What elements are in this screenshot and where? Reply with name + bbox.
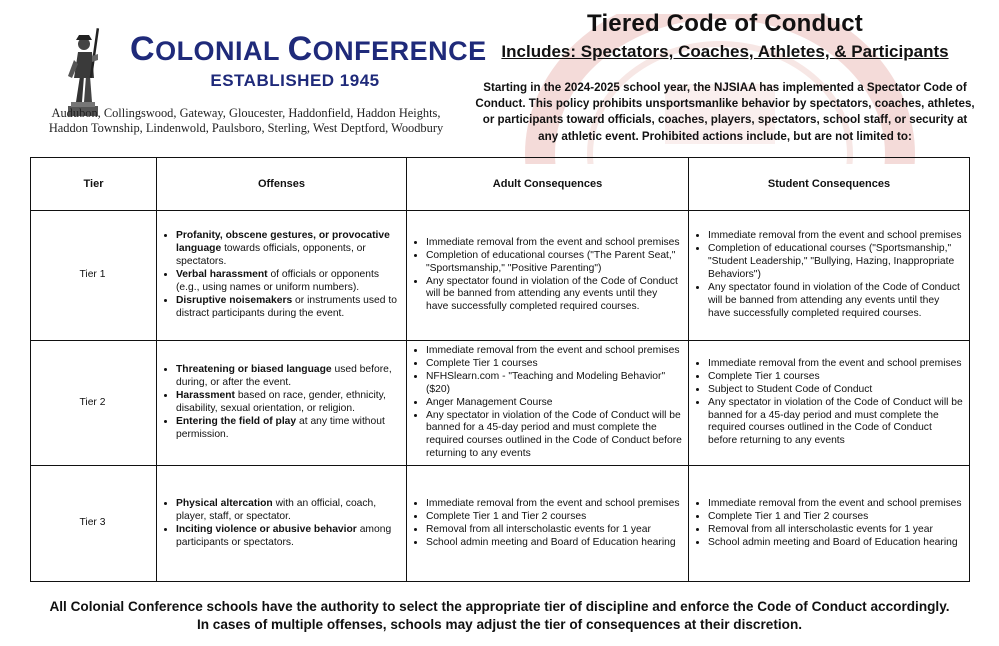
offense-item: • Physical altercation with an official, coach, player, staff, or spectator. (176, 498, 400, 524)
table-row-tier-1 (31, 211, 970, 341)
offense-item: • Inciting violence or abusive behavior among participants or spectators. (176, 524, 400, 550)
column-header-offenses: Offenses (157, 158, 407, 211)
adult-consequences-cell (407, 341, 689, 466)
consequence-item: • Immediate removal from the event and school premises (426, 498, 682, 511)
consequence-item: • Anger Management Course (426, 397, 682, 410)
offenses-cell (157, 211, 407, 341)
member-schools-line-1: Audubon, Collingswood, Gateway, Gloucester, Haddonfield, Haddon Heights, (51, 106, 441, 120)
offense-item: • Verbal harassment of officials or opponents (e.g., using names or uniform numbers). (176, 269, 400, 295)
member-schools-line-2: Haddon Township, Lindenwold, Paulsboro, Sterling, West Deptford, Woodbury (48, 121, 444, 135)
offenses-cell (157, 466, 407, 582)
footer-line-1: All Colonial Conference schools have the authority to select the appropriate tier of discipline and enforce the Code of Conduct accordingly. (49, 599, 950, 614)
consequence-item: • Any spectator found in violation of the Code of Conduct will be banned from attending any events until they have successfully completed required courses. (426, 276, 682, 315)
offense-item: • Profanity, obscene gestures, or provocative language towards officials, opponents, or spectators. (176, 230, 400, 269)
consequence-item: • Removal from all interscholastic events for 1 year (426, 524, 682, 537)
tier-label: Tier 3 (31, 466, 157, 582)
table-row-tier-2 (31, 341, 970, 466)
document-header (470, 8, 980, 156)
consequence-item: • Immediate removal from the event and school premises (426, 237, 682, 250)
consequence-item: • School admin meeting and Board of Education hearing (708, 537, 963, 550)
consequence-item: • Completion of educational courses ("The Parent Seat," "Sportsmanship," "Positive Parenting") (426, 250, 682, 276)
consequence-item: • Complete Tier 1 and Tier 2 courses (708, 511, 963, 524)
consequence-item: • Removal from all interscholastic events for 1 year (708, 524, 963, 537)
adult-consequences-cell (407, 211, 689, 341)
consequence-item: • Immediate removal from the event and school premises (708, 358, 963, 371)
consequence-item: • Completion of educational courses ("Sportsmanship," "Student Leadership," "Bullying, Hazing, Inappropriate Behaviors") (708, 243, 963, 282)
consequence-item: • Complete Tier 1 courses (708, 371, 963, 384)
conference-name: COLONIAL CONFERENCE (130, 30, 487, 68)
document-title: Tiered Code of Conduct (587, 10, 863, 37)
consequence-item: • Any spectator found in violation of the Code of Conduct will be banned from attending any events until they have successfully completed required courses. (708, 282, 963, 321)
consequence-item: • Any spectator in violation of the Code of Conduct will be banned for a 45-day period and must complete the required courses outlined in the Code of Conduct before returning to any events (426, 410, 682, 462)
tier-label: Tier 1 (31, 211, 157, 341)
consequence-item: • Immediate removal from the event and school premises (708, 230, 963, 243)
offense-item: • Harassment based on race, gender, ethnicity, disability, sexual orientation, or religion. (176, 390, 400, 416)
consequence-item: • Complete Tier 1 and Tier 2 courses (426, 511, 682, 524)
footer-line-2: In cases of multiple offenses, schools may adjust the tier of consequences at their discretion. (196, 616, 803, 632)
document-intro: Starting in the 2024-2025 school year, the NJSIAA has implemented a Spectator Code of Conduct. This policy prohibits unsportsmanlike behavior by spectators, coaches, athletes, or participants toward officials, coaches, players, spectators, school staff, or security at any athletic event. Prohibited actions include, but are not limited to: (475, 81, 975, 143)
consequence-item: • School admin meeting and Board of Education hearing (426, 537, 682, 550)
consequence-item: • Complete Tier 1 courses (426, 358, 682, 371)
offense-item: • Entering the field of play at any time without permission. (176, 416, 400, 442)
consequence-item: • Subject to Student Code of Conduct (708, 384, 963, 397)
established-year: ESTABLISHED 1945 (210, 71, 380, 90)
consequence-item: • Immediate removal from the event and school premises (708, 498, 963, 511)
offense-item: • Threatening or biased language used before, during, or after the event. (176, 364, 400, 390)
document-subtitle: Includes: Spectators, Coaches, Athletes, & Participants (501, 42, 949, 61)
conference-brand (130, 30, 487, 91)
conference-header (40, 18, 487, 138)
tier-label: Tier 2 (31, 341, 157, 466)
student-consequences-cell (689, 211, 970, 341)
minuteman-statue-icon (62, 24, 104, 118)
consequence-item: • Any spectator in violation of the Code of Conduct will be banned for a 45-day period and must complete the required courses outlined in the Code of Conduct before returning to any events (708, 397, 963, 449)
column-header-student-consequences: Student Consequences (689, 158, 970, 211)
column-header-adult-consequences: Adult Consequences (407, 158, 689, 211)
table-header-row (31, 158, 970, 211)
consequence-item: • Immediate removal from the event and school premises (426, 345, 682, 358)
student-consequences-cell (689, 341, 970, 466)
consequence-item: • NFHSlearn.com - "Teaching and Modeling Behavior" ($20) (426, 371, 682, 397)
student-consequences-cell (689, 466, 970, 582)
column-header-tier: Tier (31, 158, 157, 211)
conduct-table (30, 157, 970, 582)
footer-note (0, 598, 999, 633)
offense-item: • Disruptive noisemakers or instruments used to distract participants during the event. (176, 295, 400, 321)
member-schools (40, 106, 452, 136)
table-row-tier-3 (31, 466, 970, 582)
offenses-cell (157, 341, 407, 466)
adult-consequences-cell (407, 466, 689, 582)
